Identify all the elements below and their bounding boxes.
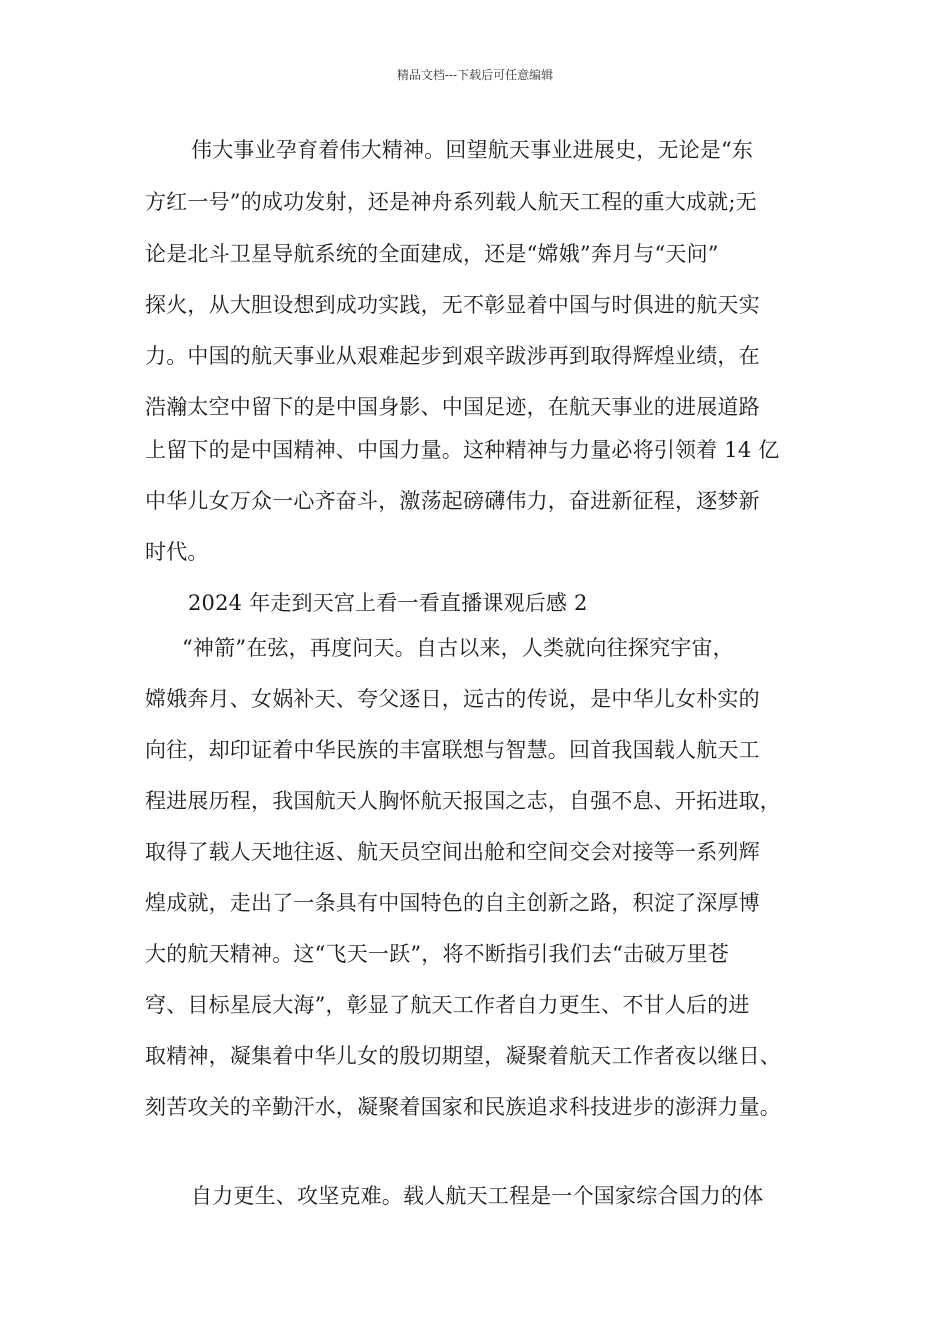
paragraph-line: 向往，却印证着中华民族的丰富联想与智慧。回首我国载人航天工 bbox=[145, 738, 760, 762]
paragraph-line: 上留下的是中国精神、中国力量。这种精神与力量必将引领着 14 亿 bbox=[145, 438, 780, 462]
paragraph-line: 穹、目标星辰大海”，彰显了航天工作者自力更生、不甘人后的进 bbox=[145, 993, 750, 1017]
paragraph-line: 探火，从大胆设想到成功实践，无不彰显着中国与时俱进的航天实 bbox=[145, 293, 760, 317]
paragraph-line: 嫦娥奔月、女娲补天、夸父逐日，远古的传说，是中华儿女朴实的 bbox=[145, 687, 760, 711]
paragraph-line: 取得了载人天地往返、航天员空间出舱和空间交会对接等一系列辉 bbox=[145, 840, 760, 864]
paragraph-line: 论是北斗卫星导航系统的全面建成，还是“嫦娥”奔月与“天问” bbox=[145, 242, 719, 266]
paragraph-line: “神箭”在弦，再度问天。自古以来，人类就向往探究宇宙， bbox=[182, 636, 734, 660]
paragraph-line: 伟大事业孕育着伟大精神。回望航天事业进展史，无论是“东 bbox=[191, 138, 754, 162]
section-title: 2024 年走到天宫上看一看直播课观后感 2 bbox=[188, 591, 588, 615]
paragraph-line: 浩瀚太空中留下的是中国身影、中国足迹，在航天事业的进展道路 bbox=[145, 395, 760, 419]
paragraph-line: 中华儿女万众一心齐奋斗，激荡起磅礴伟力，奋进新征程，逐梦新 bbox=[145, 489, 760, 513]
page-header: 精品文档---下载后可任意编辑 bbox=[396, 68, 554, 82]
paragraph-line: 自力更生、攻坚克难。载人航天工程是一个国家综合国力的体 bbox=[191, 1184, 764, 1208]
paragraph-line: 刻苦攻关的辛勤汗水，凝聚着国家和民族追求科技进步的澎湃力量。 bbox=[145, 1095, 781, 1119]
paragraph-line: 程进展历程，我国航天人胸怀航天报国之志，自强不息、开拓进取， bbox=[145, 789, 781, 813]
paragraph-line: 方红一号”的成功发射，还是神舟系列载人航天工程的重大成就;无 bbox=[145, 190, 757, 214]
paragraph-line: 大的航天精神。这“飞天一跃”，将不断指引我们去“击破万里苍 bbox=[145, 942, 730, 966]
paragraph-line: 取精神，凝集着中华儿女的殷切期望，凝聚着航天工作者夜以继日、 bbox=[145, 1044, 781, 1068]
paragraph-line: 时代。 bbox=[145, 540, 209, 564]
paragraph-line: 煌成就，走出了一条具有中国特色的自主创新之路，积淀了深厚博 bbox=[145, 891, 760, 915]
paragraph-line: 力。中国的航天事业从艰难起步到艰辛跋涉再到取得辉煌业绩，在 bbox=[145, 344, 760, 368]
